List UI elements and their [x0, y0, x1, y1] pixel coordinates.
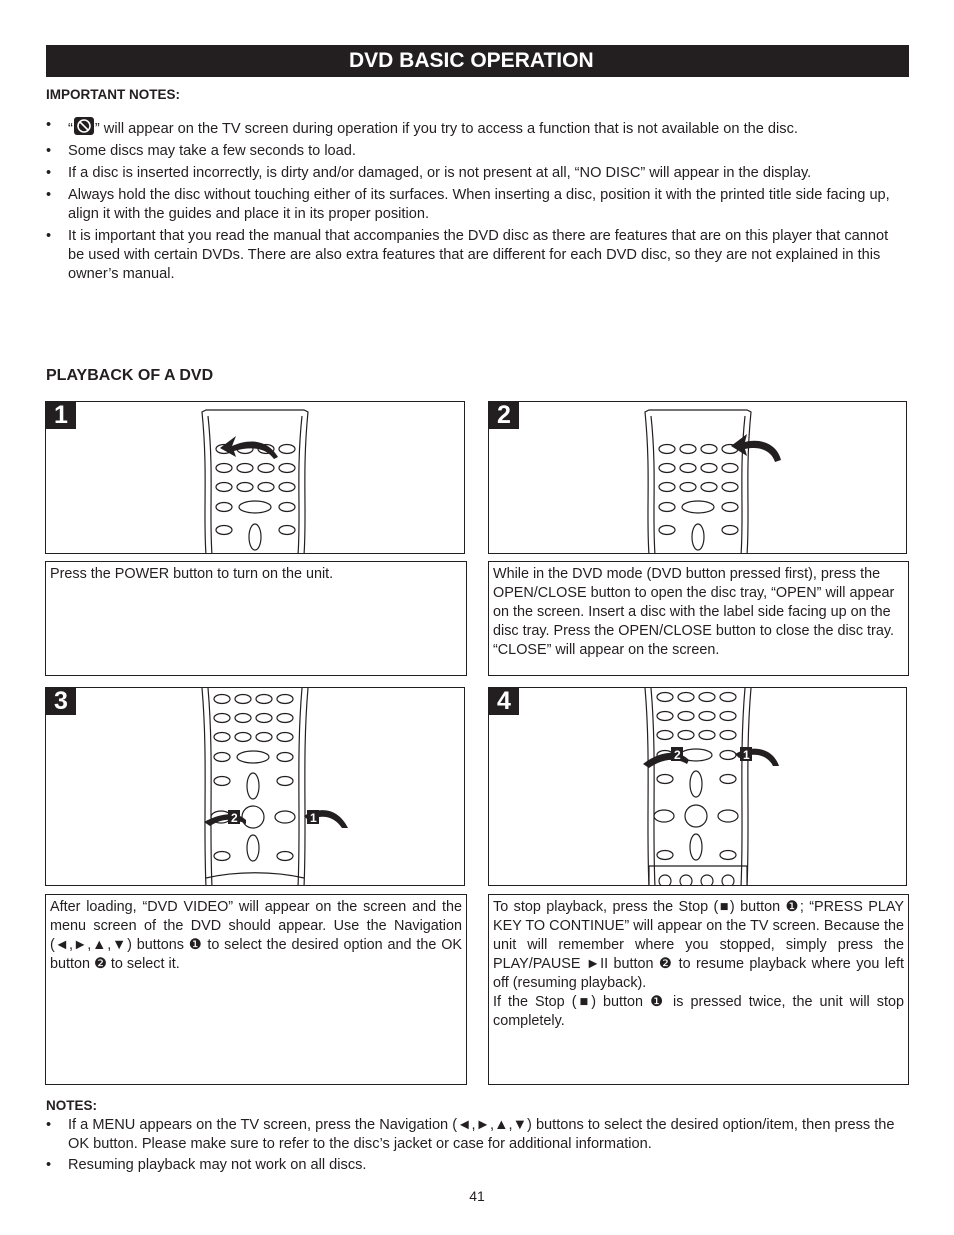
callout-1: 1 [310, 811, 317, 825]
step-3-text: After loading, “DVD VIDEO” will appear on the screen and the menu screen of the DVD should appear. Use the Navigation (◄,►,▲,▼) buttons ❶ to select the desired option and the OK button ❷ to select it. [45, 894, 467, 1085]
callout-2: 2 [674, 748, 681, 762]
callout-2: 2 [231, 811, 238, 825]
step-2-illustration [488, 401, 907, 554]
notes-heading: NOTES: [46, 1098, 98, 1113]
step-number: 1 [46, 402, 76, 429]
step-number: 3 [46, 688, 76, 715]
step-number: 2 [489, 402, 519, 429]
remote-illustration [46, 688, 465, 886]
page-title: DVD BASIC OPERATION [349, 49, 594, 72]
step-1-illustration [45, 401, 465, 554]
list-item: • Always hold the disc without touching either of its surfaces. When inserting a disc, position it with the printed title side facing up, align it with the guides and place it in its proper position. [46, 186, 908, 224]
curved-arrow-icon [220, 436, 278, 459]
list-item: • If a disc is inserted incorrectly, is dirty and/or damaged, or is not present at all, “NO DISC” will appear in the display. [46, 164, 908, 183]
prohibited-icon [73, 116, 95, 136]
notes-list [46, 1116, 908, 1177]
remote-illustration [489, 402, 907, 554]
step-2-text: While in the DVD mode (DVD button pressed first), press the OPEN/CLOSE button to open the disc tray, “OPEN” will appear on the screen. Insert a disc with the label side facing up on the disc tray. Press the OPEN/CLOSE button to close the disc tray. “CLOSE” will appear on the screen. [488, 561, 909, 676]
list-item: • If a MENU appears on the TV screen, press the Navigation (◄,►,▲,▼) buttons to select the desired option/item, then press the OK button. Please make sure to refer to the disc’s jacket or case for additional information. [46, 1116, 908, 1154]
step-4-paragraph: To stop playback, press the Stop (■) button ❶; “PRESS PLAY KEY TO CONTINUE” will appear on the TV screen. Because the unit will remember where you stopped, simply press the PLAY/PAUSE ►II button ❷ to resume playback where you left off (resuming playback). [493, 899, 904, 991]
step-number: 4 [489, 688, 519, 715]
step-4-text [488, 894, 909, 1085]
step-1-text: Press the POWER button to turn on the unit. [45, 561, 467, 676]
important-notes-list [46, 116, 908, 287]
list-item: • “ ” will appear on the TV screen during operation if you try to access a function that is not available on the disc. [46, 116, 908, 139]
curved-arrow-icon [731, 434, 781, 462]
remote-illustration [489, 688, 907, 886]
important-notes-heading: IMPORTANT NOTES: [46, 87, 180, 102]
remote-illustration [46, 402, 465, 554]
page-header [46, 45, 909, 77]
callout-1: 1 [743, 748, 750, 762]
step-4-illustration [488, 687, 907, 886]
list-item: • Some discs may take a few seconds to load. [46, 142, 908, 161]
step-4-paragraph: If the Stop (■) button ❶ is pressed twice, the unit will stop completely. [493, 994, 904, 1029]
list-item: • It is important that you read the manual that accompanies the DVD disc as there are features that are on this player that cannot be used with certain DVDs. There are also extra features that are different for each DVD disc, so they are not explained in this owner’s manual. [46, 227, 908, 284]
step-3-illustration [45, 687, 465, 886]
page-number: 41 [469, 1188, 485, 1204]
list-item: • Resuming playback may not work on all discs. [46, 1156, 908, 1175]
section-title: PLAYBACK OF A DVD [46, 367, 214, 384]
